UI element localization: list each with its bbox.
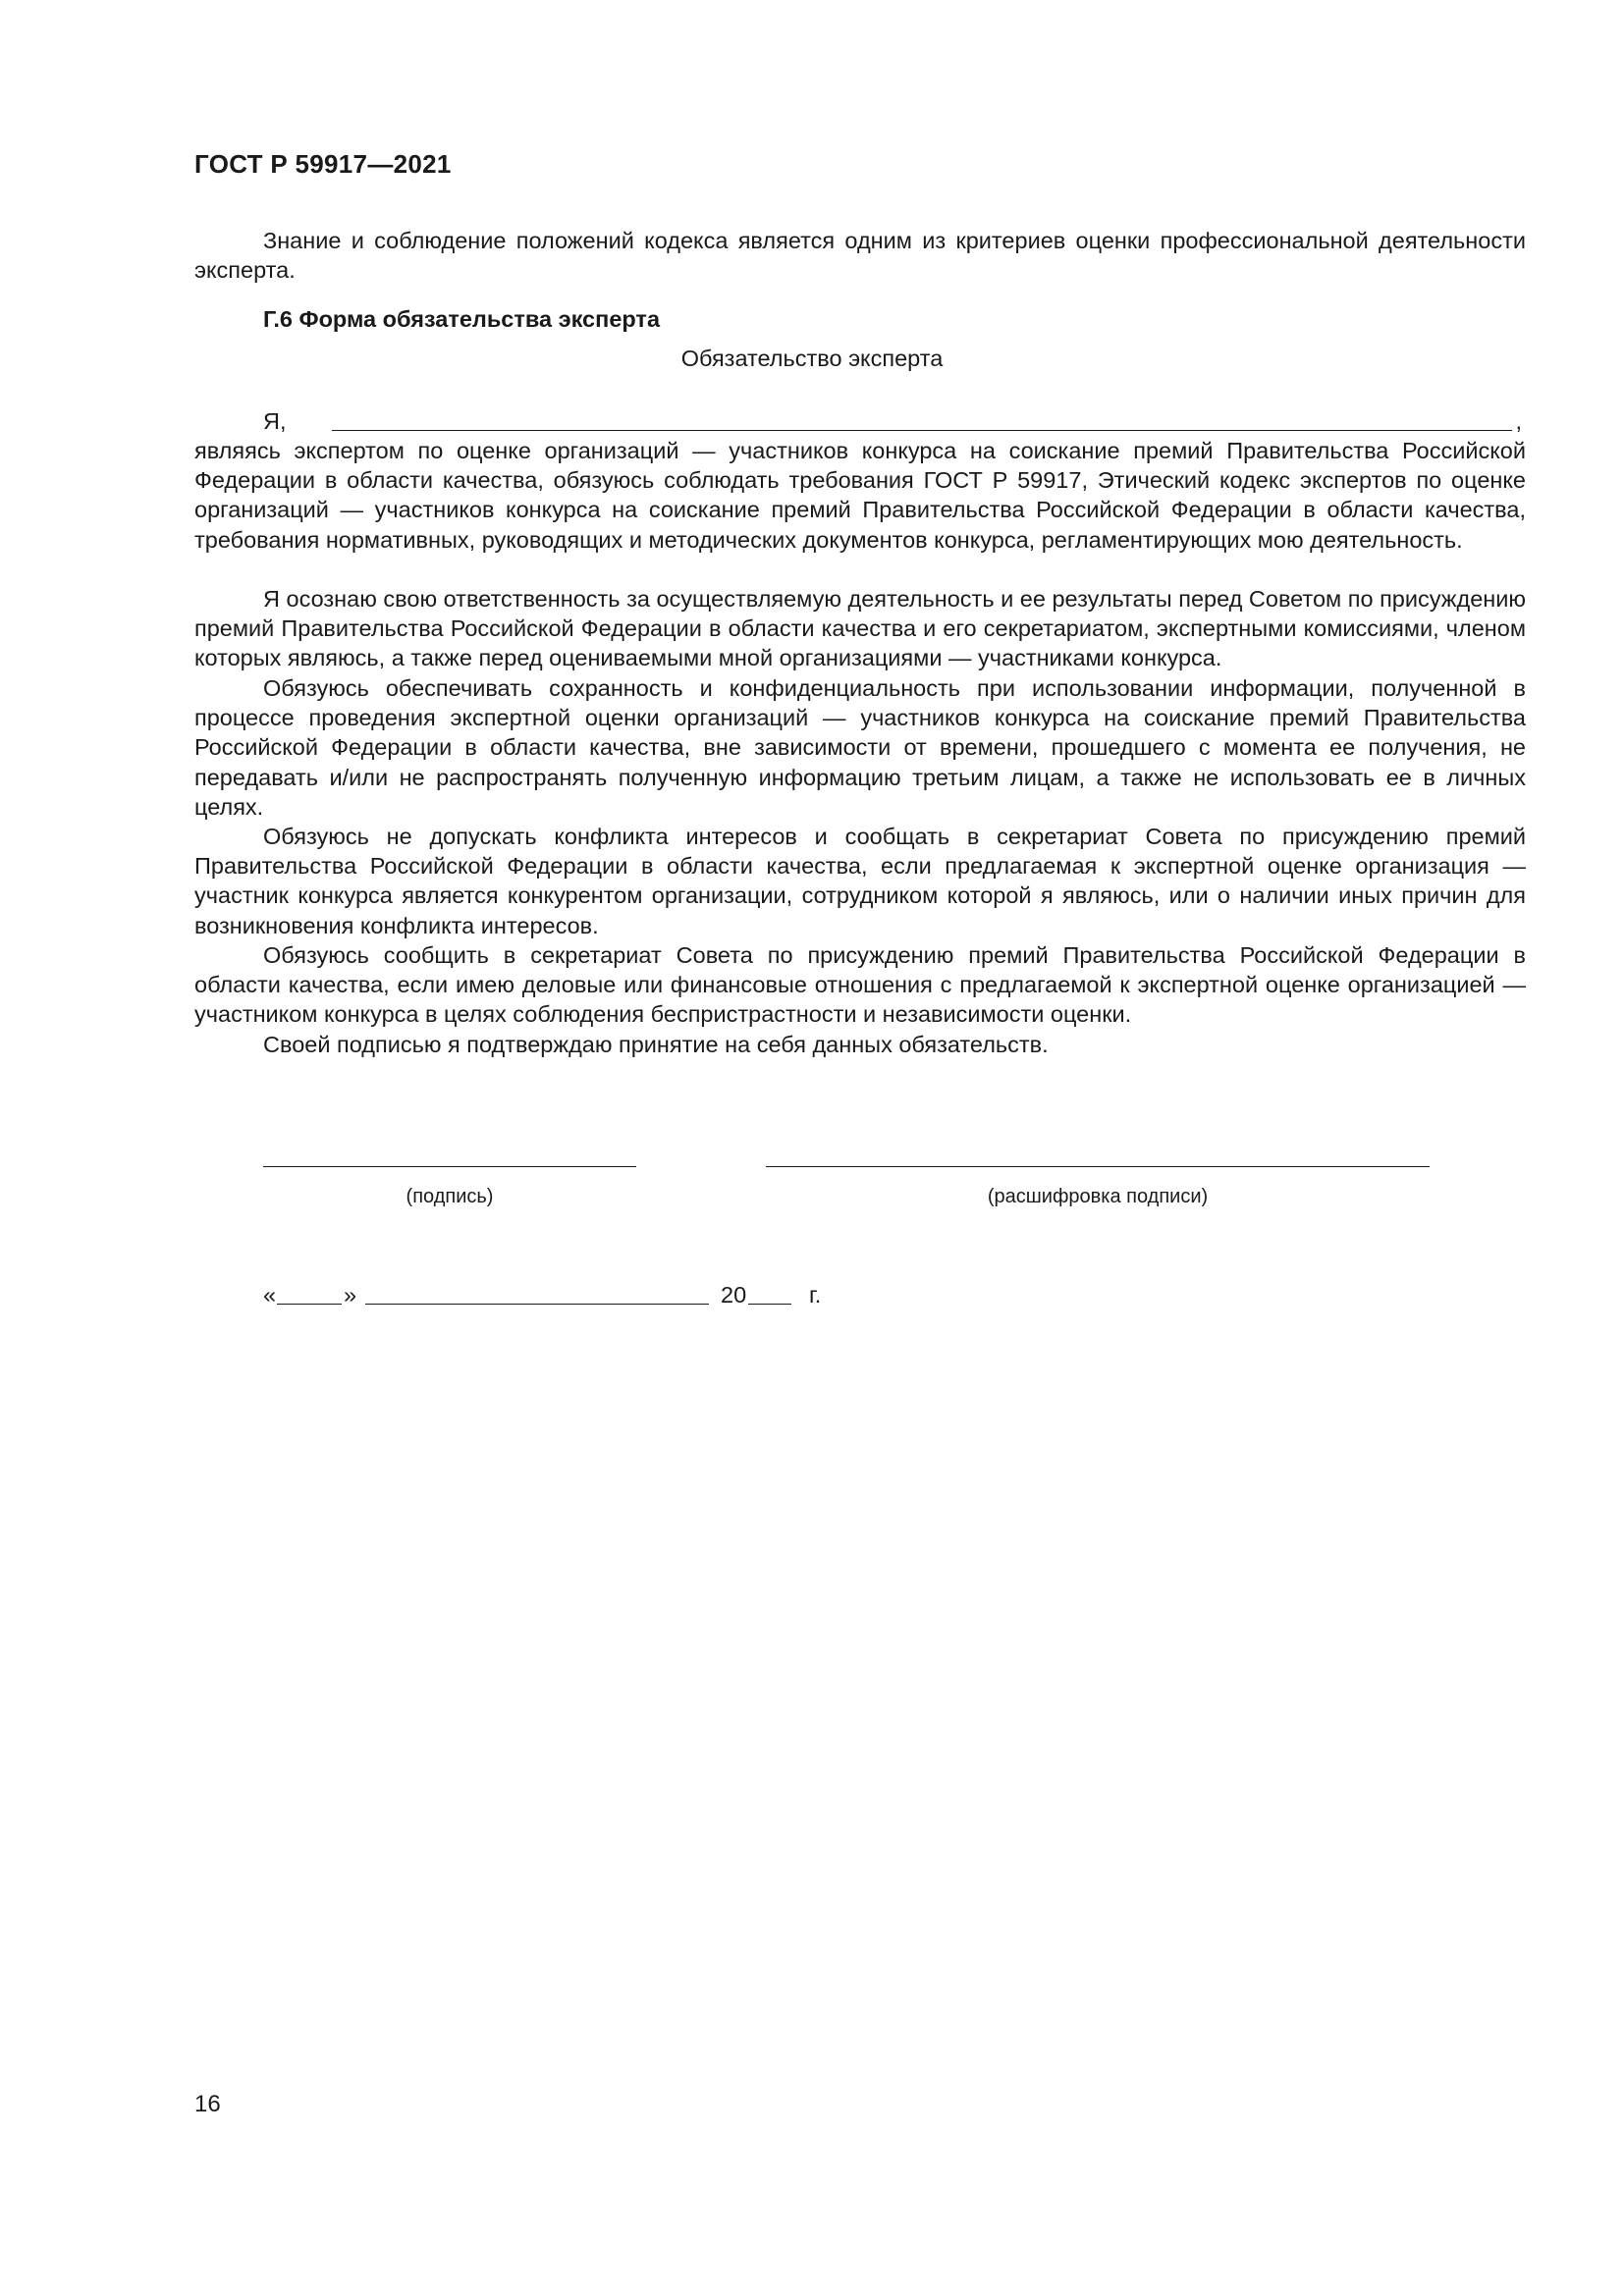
- date-year-prefix: 20: [721, 1282, 747, 1308]
- date-day-blank[interactable]: [277, 1304, 342, 1305]
- date-close-quote: »: [344, 1282, 357, 1308]
- commitment-paragraph-4: Обязуюсь не допускать конфликта интересов и сообщать в секретариат Совета по присуждению премий Правительства Российской Федерации в области качества, если предлагаемая к экспертной оценке организация — участник конкурса является конкурентом организации, сотрудником которой я являюсь, или о наличии иных причин для возникновения конфликта интересов.: [194, 824, 1526, 938]
- name-field-line: [263, 406, 1526, 436]
- commitment-paragraph-1: являясь экспертом по оценке организаций — участников конкурса на соискание премий Правительства Российской Федерации в области качества, обязуюсь соблюдать требования ГОСТ Р 59917, Этический кодекс экспертов по оценке организаций — участников конкурса на соискание премий Правительства Российской Федерации в области качества, требования нормативных, руководящих и методических документов конкурса, регламентирующих мою деятельность.: [194, 438, 1526, 553]
- date-open-quote: «: [263, 1282, 277, 1308]
- date-month-blank[interactable]: [365, 1304, 709, 1305]
- commitment-paragraph-2: Я осознаю свою ответственность за осуществляемую деятельность и ее результаты перед Советом по присуждению премий Правительства Российской Федерации в области качества и его секретариатом, экспертными комиссиями, членом которых являюсь, а также перед оцениваемыми мной организациями — участниками конкурса.: [194, 586, 1526, 671]
- commitment-paragraph-6: Своей подписью я подтверждаю принятие на себя данных обязательств.: [263, 1032, 1049, 1057]
- page-number: 16: [194, 2091, 221, 2117]
- signature-decoding-line[interactable]: [766, 1166, 1430, 1167]
- signature-caption: (подпись): [406, 1186, 494, 1207]
- commitment-paragraph-3: Обязуюсь обеспечивать сохранность и конфиденциальность при использовании информации, полученной в процессе проведения экспертной оценки организаций — участников конкурса на соискание премий Правительства Российской Федерации в области качества, вне зависимости от времени, прошедшего с момента ее получения, не передавать и/или не распространять полученную информацию третьим лицам, а также не использовать ее в личных целях.: [194, 675, 1526, 820]
- date-year-suffix: г.: [809, 1282, 822, 1308]
- intro-paragraph: Знание и соблюдение положений кодекса является одним из критериев оценки профессиональной деятельности эксперта.: [194, 228, 1526, 284]
- date-row: [263, 1280, 950, 1309]
- commitment-paragraph-5: Обязуюсь сообщить в секретариат Совета по присуждению премий Правительства Российской Федерации в области качества, если имею деловые или финансовые отношения с предлагаемой к экспертной оценке организацией — участником конкурса в целях соблюдения беспристрастности и независимости оценки.: [194, 942, 1526, 1028]
- signature-line[interactable]: [263, 1166, 636, 1167]
- ya-comma: ,: [1515, 408, 1522, 434]
- section-heading: Г.6 Форма обязательства эксперта: [263, 306, 661, 332]
- form-title: Обязательство эксперта: [680, 346, 944, 371]
- ya-label: Я,: [263, 408, 287, 434]
- document-header: ГОСТ Р 59917—2021: [194, 149, 452, 179]
- signature-decoding-caption: (расшифровка подписи): [987, 1186, 1209, 1207]
- date-year-blank[interactable]: [748, 1304, 791, 1305]
- name-blank-line[interactable]: [332, 430, 1512, 431]
